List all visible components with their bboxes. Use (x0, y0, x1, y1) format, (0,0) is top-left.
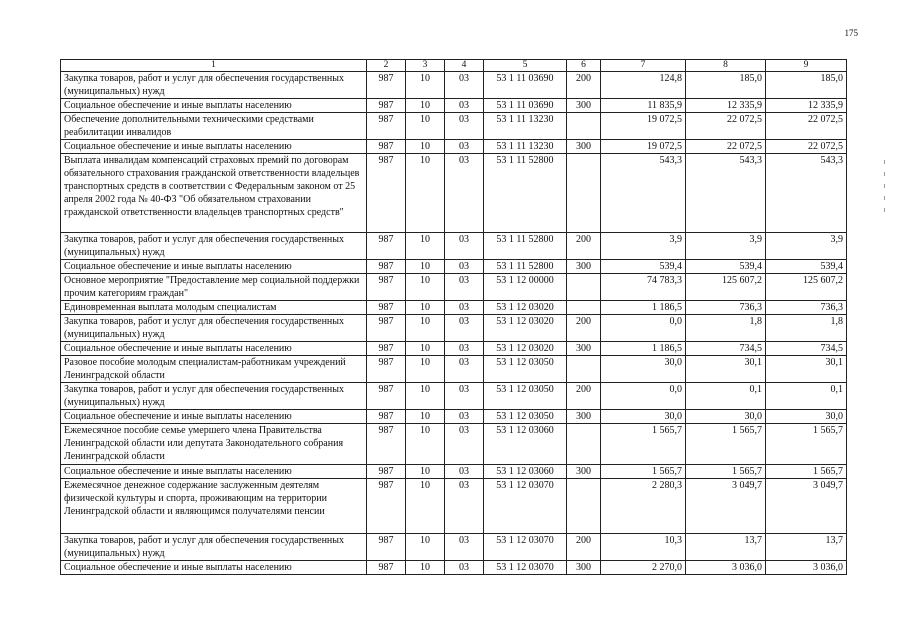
table-row (61, 410, 847, 424)
row-section: 10 (406, 260, 445, 274)
row-name: Закупка товаров, работ и услуг для обеспечения государственных (муниципальных) нужд (61, 534, 367, 561)
row-name: Ежемесячное денежное содержание заслуженным деятелям физической культуры и спорта, проживающим на территории Ленинградской области и являющимся получателями пенсии (61, 479, 367, 534)
margin-mark (884, 172, 885, 176)
row-amount-col9: 3 049,7 (766, 479, 847, 534)
row-section: 10 (406, 342, 445, 356)
row-amount-col8: 734,5 (686, 342, 766, 356)
header-cell: 6 (567, 60, 601, 72)
row-subsection: 03 (445, 561, 484, 575)
row-amount-col8: 539,4 (686, 260, 766, 274)
row-section: 10 (406, 315, 445, 342)
row-amount-col9: 543,3 (766, 154, 847, 233)
row-target-article: 53 1 11 03690 (484, 99, 567, 113)
row-name: Закупка товаров, работ и услуг для обеспечения государственных (муниципальных) нужд (61, 233, 367, 260)
table-row (61, 356, 847, 383)
row-name: Закупка товаров, работ и услуг для обеспечения государственных (муниципальных) нужд (61, 315, 367, 342)
row-amount-col8: 543,3 (686, 154, 766, 233)
row-amount-col9: 13,7 (766, 534, 847, 561)
row-section: 10 (406, 72, 445, 99)
header-cell: 8 (686, 60, 766, 72)
table-row (61, 561, 847, 575)
row-expense-type: 200 (567, 383, 601, 410)
row-ministry-code: 987 (367, 410, 406, 424)
budget-table (60, 59, 847, 575)
row-ministry-code: 987 (367, 154, 406, 233)
row-ministry-code: 987 (367, 534, 406, 561)
row-section: 10 (406, 154, 445, 233)
row-section: 10 (406, 479, 445, 534)
row-amount-col8: 1 565,7 (686, 465, 766, 479)
row-amount-col9: 1,8 (766, 315, 847, 342)
row-subsection: 03 (445, 72, 484, 99)
row-expense-type (567, 113, 601, 140)
row-ministry-code: 987 (367, 233, 406, 260)
row-target-article: 53 1 12 03050 (484, 410, 567, 424)
row-subsection: 03 (445, 534, 484, 561)
row-target-article: 53 1 12 03020 (484, 315, 567, 342)
row-name: Социальное обеспечение и иные выплаты населению (61, 99, 367, 113)
row-ministry-code: 987 (367, 561, 406, 575)
table-row (61, 534, 847, 561)
margin-mark (884, 196, 885, 200)
row-ministry-code: 987 (367, 356, 406, 383)
row-target-article: 53 1 12 00000 (484, 274, 567, 301)
row-name: Социальное обеспечение и иные выплаты населению (61, 561, 367, 575)
row-expense-type: 300 (567, 465, 601, 479)
row-section: 10 (406, 424, 445, 465)
row-expense-type: 300 (567, 410, 601, 424)
row-amount-col7: 539,4 (601, 260, 686, 274)
table-row (61, 301, 847, 315)
row-amount-col9: 22 072,5 (766, 113, 847, 140)
row-amount-col7: 2 280,3 (601, 479, 686, 534)
row-expense-type (567, 424, 601, 465)
row-name: Обеспечение дополнительными техническими средствами реабилитации инвалидов (61, 113, 367, 140)
row-target-article: 53 1 11 13230 (484, 113, 567, 140)
row-amount-col7: 11 835,9 (601, 99, 686, 113)
table-row (61, 315, 847, 342)
row-target-article: 53 1 12 03070 (484, 534, 567, 561)
row-expense-type (567, 274, 601, 301)
row-amount-col9: 12 335,9 (766, 99, 847, 113)
row-amount-col9: 3,9 (766, 233, 847, 260)
row-amount-col9: 185,0 (766, 72, 847, 99)
row-expense-type: 300 (567, 140, 601, 154)
header-cell: 2 (367, 60, 406, 72)
row-amount-col9: 125 607,2 (766, 274, 847, 301)
row-target-article: 53 1 11 52800 (484, 233, 567, 260)
row-ministry-code: 987 (367, 465, 406, 479)
header-cell: 3 (406, 60, 445, 72)
row-ministry-code: 987 (367, 342, 406, 356)
margin-mark (884, 160, 885, 164)
row-target-article: 53 1 12 03020 (484, 301, 567, 315)
table-row (61, 424, 847, 465)
row-amount-col8: 12 335,9 (686, 99, 766, 113)
row-expense-type: 200 (567, 534, 601, 561)
row-ministry-code: 987 (367, 315, 406, 342)
row-amount-col9: 1 565,7 (766, 465, 847, 479)
row-amount-col8: 185,0 (686, 72, 766, 99)
row-section: 10 (406, 233, 445, 260)
row-amount-col8: 3,9 (686, 233, 766, 260)
row-amount-col7: 3,9 (601, 233, 686, 260)
row-amount-col8: 30,0 (686, 410, 766, 424)
row-subsection: 03 (445, 383, 484, 410)
margin-mark (884, 184, 885, 188)
row-subsection: 03 (445, 301, 484, 315)
row-subsection: 03 (445, 465, 484, 479)
row-target-article: 53 1 11 52800 (484, 260, 567, 274)
row-expense-type: 300 (567, 99, 601, 113)
row-name: Социальное обеспечение и иные выплаты населению (61, 260, 367, 274)
row-target-article: 53 1 11 13230 (484, 140, 567, 154)
row-target-article: 53 1 12 03020 (484, 342, 567, 356)
row-amount-col7: 0,0 (601, 315, 686, 342)
table-row (61, 99, 847, 113)
row-amount-col9: 0,1 (766, 383, 847, 410)
row-section: 10 (406, 301, 445, 315)
row-target-article: 53 1 11 03690 (484, 72, 567, 99)
row-section: 10 (406, 383, 445, 410)
row-amount-col7: 1 186,5 (601, 301, 686, 315)
row-amount-col8: 1 565,7 (686, 424, 766, 465)
header-cell: 4 (445, 60, 484, 72)
row-subsection: 03 (445, 99, 484, 113)
row-amount-col9: 22 072,5 (766, 140, 847, 154)
row-section: 10 (406, 274, 445, 301)
row-amount-col8: 22 072,5 (686, 113, 766, 140)
header-cell: 5 (484, 60, 567, 72)
row-name: Социальное обеспечение и иные выплаты населению (61, 410, 367, 424)
row-amount-col7: 19 072,5 (601, 113, 686, 140)
row-subsection: 03 (445, 233, 484, 260)
row-amount-col9: 3 036,0 (766, 561, 847, 575)
header-cell: 1 (61, 60, 367, 72)
row-amount-col8: 22 072,5 (686, 140, 766, 154)
row-amount-col7: 30,0 (601, 410, 686, 424)
row-expense-type: 300 (567, 561, 601, 575)
row-subsection: 03 (445, 479, 484, 534)
row-amount-col7: 30,0 (601, 356, 686, 383)
row-amount-col7: 19 072,5 (601, 140, 686, 154)
row-expense-type (567, 154, 601, 233)
row-section: 10 (406, 99, 445, 113)
row-amount-col9: 30,1 (766, 356, 847, 383)
row-expense-type (567, 479, 601, 534)
row-subsection: 03 (445, 356, 484, 383)
row-ministry-code: 987 (367, 301, 406, 315)
table-row (61, 342, 847, 356)
row-section: 10 (406, 465, 445, 479)
row-target-article: 53 1 12 03060 (484, 424, 567, 465)
row-amount-col8: 3 036,0 (686, 561, 766, 575)
row-target-article: 53 1 11 52800 (484, 154, 567, 233)
row-ministry-code: 987 (367, 72, 406, 99)
row-amount-col9: 30,0 (766, 410, 847, 424)
header-row (61, 60, 847, 72)
row-name: Единовременная выплата молодым специалистам (61, 301, 367, 315)
row-ministry-code: 987 (367, 260, 406, 274)
row-section: 10 (406, 140, 445, 154)
row-name: Социальное обеспечение и иные выплаты населению (61, 465, 367, 479)
row-amount-col7: 1 565,7 (601, 424, 686, 465)
row-subsection: 03 (445, 140, 484, 154)
row-name: Социальное обеспечение и иные выплаты населению (61, 342, 367, 356)
table-row (61, 260, 847, 274)
row-subsection: 03 (445, 154, 484, 233)
row-amount-col8: 30,1 (686, 356, 766, 383)
row-subsection: 03 (445, 410, 484, 424)
table-row (61, 274, 847, 301)
header-cell: 9 (766, 60, 847, 72)
row-amount-col9: 734,5 (766, 342, 847, 356)
row-section: 10 (406, 113, 445, 140)
row-target-article: 53 1 12 03050 (484, 383, 567, 410)
row-amount-col7: 543,3 (601, 154, 686, 233)
row-target-article: 53 1 12 03060 (484, 465, 567, 479)
row-amount-col8: 125 607,2 (686, 274, 766, 301)
row-ministry-code: 987 (367, 99, 406, 113)
table-row (61, 154, 847, 233)
row-amount-col7: 124,8 (601, 72, 686, 99)
row-ministry-code: 987 (367, 113, 406, 140)
table-row (61, 383, 847, 410)
row-name: Закупка товаров, работ и услуг для обеспечения государственных (муниципальных) нужд (61, 383, 367, 410)
row-subsection: 03 (445, 315, 484, 342)
row-amount-col9: 736,3 (766, 301, 847, 315)
row-target-article: 53 1 12 03070 (484, 561, 567, 575)
row-expense-type: 200 (567, 72, 601, 99)
table-row (61, 140, 847, 154)
row-amount-col8: 736,3 (686, 301, 766, 315)
row-amount-col8: 1,8 (686, 315, 766, 342)
row-subsection: 03 (445, 260, 484, 274)
row-name: Основное мероприятие "Предоставление мер социальной поддержки прочим категориям граждан" (61, 274, 367, 301)
row-ministry-code: 987 (367, 383, 406, 410)
row-amount-col9: 539,4 (766, 260, 847, 274)
table-row (61, 479, 847, 534)
row-expense-type (567, 356, 601, 383)
row-amount-col7: 0,0 (601, 383, 686, 410)
row-subsection: 03 (445, 342, 484, 356)
margin-mark (884, 208, 885, 212)
row-ministry-code: 987 (367, 140, 406, 154)
row-amount-col7: 1 565,7 (601, 465, 686, 479)
row-subsection: 03 (445, 113, 484, 140)
header-cell: 7 (601, 60, 686, 72)
row-expense-type: 200 (567, 233, 601, 260)
row-ministry-code: 987 (367, 479, 406, 534)
row-subsection: 03 (445, 274, 484, 301)
row-amount-col8: 0,1 (686, 383, 766, 410)
row-amount-col7: 74 783,3 (601, 274, 686, 301)
row-name: Социальное обеспечение и иные выплаты населению (61, 140, 367, 154)
row-section: 10 (406, 356, 445, 383)
row-expense-type (567, 301, 601, 315)
row-amount-col7: 2 270,0 (601, 561, 686, 575)
row-name: Ежемесячное пособие семье умершего члена Правительства Ленинградской области или депутата Законодательного собрания Ленинградской области (61, 424, 367, 465)
row-section: 10 (406, 561, 445, 575)
row-target-article: 53 1 12 03070 (484, 479, 567, 534)
table-row (61, 233, 847, 260)
row-subsection: 03 (445, 424, 484, 465)
row-section: 10 (406, 534, 445, 561)
row-amount-col8: 3 049,7 (686, 479, 766, 534)
row-amount-col9: 1 565,7 (766, 424, 847, 465)
row-target-article: 53 1 12 03050 (484, 356, 567, 383)
row-amount-col8: 13,7 (686, 534, 766, 561)
row-ministry-code: 987 (367, 424, 406, 465)
row-name: Разовое пособие молодым специалистам-работникам учреждений Ленинградской области (61, 356, 367, 383)
row-name: Закупка товаров, работ и услуг для обеспечения государственных (муниципальных) нужд (61, 72, 367, 99)
table-row (61, 72, 847, 99)
row-expense-type: 300 (567, 342, 601, 356)
table-row (61, 113, 847, 140)
table-row (61, 465, 847, 479)
row-ministry-code: 987 (367, 274, 406, 301)
row-name: Выплата инвалидам компенсаций страховых премий по договорам обязательного страхования гражданской ответственности владельцев транспортных средств в соответствии с Федеральным законом от 25 апреля 2002 года № 40-ФЗ "Об обязательном страховании гражданской ответственности владельцев транспортных средств" (61, 154, 367, 233)
row-amount-col7: 1 186,5 (601, 342, 686, 356)
row-amount-col7: 10,3 (601, 534, 686, 561)
page-number: 175 (844, 28, 858, 38)
row-expense-type: 200 (567, 315, 601, 342)
row-section: 10 (406, 410, 445, 424)
row-expense-type: 300 (567, 260, 601, 274)
